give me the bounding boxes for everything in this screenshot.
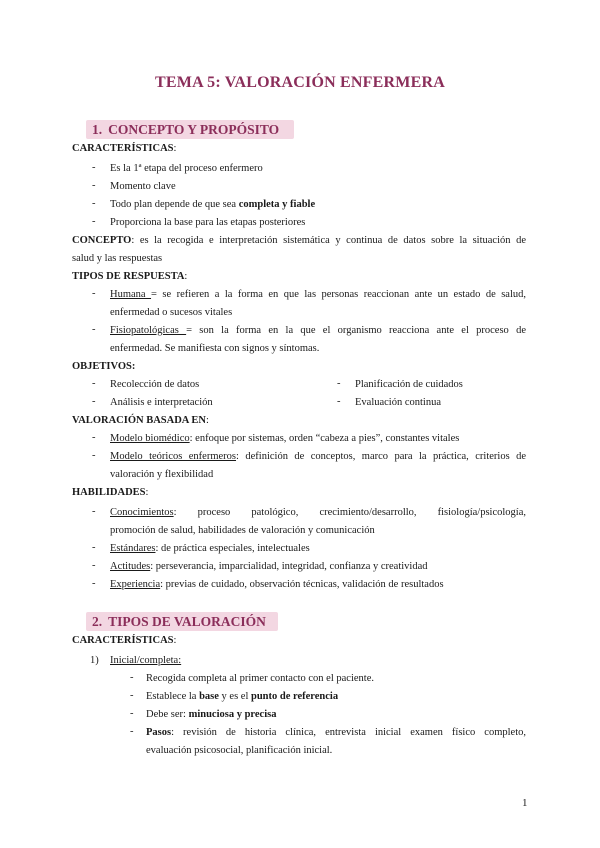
item-title: Inicial/completa: <box>110 655 182 666</box>
caracteristica-item: Momento clave <box>110 181 176 192</box>
habilidades-heading: HABILIDADES: <box>72 487 149 498</box>
dash-bullet: - <box>130 726 134 737</box>
dash-bullet: - <box>92 216 96 227</box>
habilidad-estandares: Estándares: de práctica especiales, intelectuales <box>110 543 310 554</box>
section-2-title: TIPOS DE VALORACIÓN <box>108 614 266 629</box>
valoracion-basada-heading: VALORACIÓN BASADA EN: <box>72 415 209 426</box>
modelo-biomedico: Modelo biomédico: enfoque por sistemas, orden “cabeza a pies”, constantes vitales <box>110 433 460 444</box>
dash-bullet: - <box>130 708 134 719</box>
caracteristica-item: Es la 1ª etapa del proceso enfermero <box>110 163 263 174</box>
dash-bullet: - <box>92 396 96 407</box>
section-1-title: CONCEPTO Y PROPÓSITO <box>108 122 280 137</box>
objetivo-item: Evaluación continua <box>355 397 442 408</box>
respuesta-fisiopatologica-cont: enfermedad. Se manifiesta con signos y síntomas. <box>110 343 320 354</box>
dash-bullet: - <box>92 578 96 589</box>
section-2-heading <box>86 612 278 631</box>
page-title: TEMA 5: VALORACIÓN ENFERMERA <box>155 74 445 91</box>
page-number: 1 <box>522 797 528 809</box>
objetivo-item: Análisis e interpretación <box>110 397 213 408</box>
caracteristica-item: Proporciona la base para las etapas posteriores <box>110 217 306 228</box>
objetivos-heading: OBJETIVOS: <box>72 361 136 372</box>
dash-bullet: - <box>337 396 341 407</box>
inicial-pasos: Pasos: revisión de historia clínica, entrevista inicial examen físico completo, <box>146 727 526 738</box>
respuesta-humana-cont: enfermedad o sucesos vitales <box>110 307 233 318</box>
dash-bullet: - <box>92 180 96 191</box>
dash-bullet: - <box>92 324 96 335</box>
habilidad-conocimientos: Conocimientos: proceso patológico, crecimiento/desarrollo, fisiología/psicología, <box>110 507 526 518</box>
caracteristica-item: Todo plan depende de que sea completa y fiable <box>110 199 316 210</box>
section-1-number: 1. <box>92 122 103 137</box>
modelo-teoricos-cont: valoración y flexibilidad <box>110 469 214 480</box>
habilidad-actitudes: Actitudes: perseverancia, imparcialidad, integridad, confianza y creatividad <box>110 561 428 572</box>
dash-bullet: - <box>92 288 96 299</box>
inicial-pasos-cont: evaluación psicosocial, planificación inicial. <box>146 745 333 756</box>
dash-bullet: - <box>92 162 96 173</box>
dash-bullet: - <box>337 378 341 389</box>
dash-bullet: - <box>92 198 96 209</box>
inicial-sub-item: Debe ser: minuciosa y precisa <box>146 709 277 720</box>
inicial-sub-item: Recogida completa al primer contacto con el paciente. <box>146 673 374 684</box>
section-1-heading <box>86 120 294 139</box>
tipos-respuesta-heading: TIPOS DE RESPUESTA: <box>72 271 188 282</box>
dash-bullet: - <box>130 672 134 683</box>
habilidad-experiencia: Experiencia: previas de cuidado, observación técnicas, validación de resultados <box>110 579 444 590</box>
dash-bullet: - <box>130 690 134 701</box>
concepto-paragraph: CONCEPTO: es la recogida e interpretación sistemática y continua de datos sobre la situación de <box>72 235 526 246</box>
dash-bullet: - <box>92 560 96 571</box>
modelo-teoricos: Modelo teóricos enfermeros: definición de conceptos, marco para la práctica, criterios de <box>110 451 526 462</box>
objetivo-item: Planificación de cuidados <box>355 379 463 390</box>
caracteristicas-heading-2: CARACTERÍSTICAS: <box>72 635 177 646</box>
respuesta-fisiopatologica: Fisiopatológicas = son la forma en la que el organismo reacciona ante el proceso de <box>110 325 526 336</box>
dash-bullet: - <box>92 432 96 443</box>
respuesta-humana: Humana = se refieren a la forma en que las personas reaccionan ante un estado de salud, <box>110 289 526 300</box>
dash-bullet: - <box>92 506 96 517</box>
caracteristicas-heading: CARACTERÍSTICAS: <box>72 143 177 154</box>
dash-bullet: - <box>92 378 96 389</box>
habilidad-conocimientos-cont: promoción de salud, habilidades de valoración y comunicación <box>110 525 375 536</box>
dash-bullet: - <box>92 450 96 461</box>
objetivo-item: Recolección de datos <box>110 379 200 390</box>
item-number: 1) <box>90 655 99 666</box>
concepto-paragraph-cont: salud y las respuestas <box>72 253 163 264</box>
inicial-sub-item: Establece la base y es el punto de referencia <box>146 691 339 702</box>
section-2-number: 2. <box>92 614 103 629</box>
dash-bullet: - <box>92 542 96 553</box>
